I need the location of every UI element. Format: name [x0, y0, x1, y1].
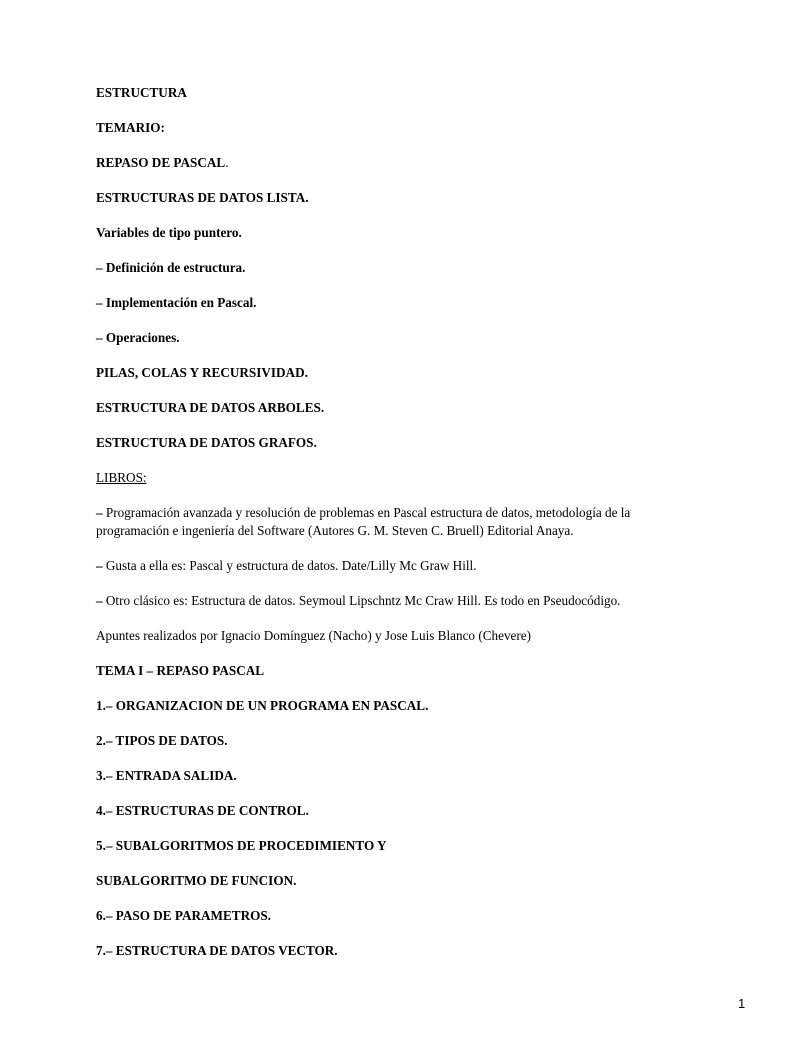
libro-dash: – [96, 505, 103, 520]
libro-item [96, 504, 702, 540]
libro-dash: – [96, 558, 103, 573]
temario-item-grafos: ESTRUCTURA DE DATOS GRAFOS. [96, 435, 317, 450]
tema1-item: 4.– ESTRUCTURAS DE CONTROL. [96, 803, 309, 818]
libro-dash: – [96, 593, 103, 608]
temario-heading: TEMARIO: [96, 120, 165, 135]
tema1-item: 6.– PASO DE PARAMETROS. [96, 908, 271, 923]
document-title: ESTRUCTURA [96, 85, 187, 100]
tema1-heading: TEMA I – REPASO PASCAL [96, 663, 265, 678]
tema1-item: 3.– ENTRADA SALIDA. [96, 768, 237, 783]
tema1-item: 5.– SUBALGORITMOS DE PROCEDIMIENTO Y [96, 838, 387, 853]
libro-item [96, 557, 477, 575]
libro-text: Gusta a ella es: Pascal y estructura de datos. Date/Lilly Mc Graw Hill. [102, 558, 477, 573]
libro-item [96, 592, 620, 610]
tema1-item: SUBALGORITMO DE FUNCION. [96, 873, 297, 888]
libro-text: Programación avanzada y resolución de problemas en Pascal estructura de datos, metodología de la programación e ingeniería del Software (Autores G. M. Steven C. Bruell) Editorial Anaya. [96, 505, 631, 538]
tema1-item: 7.– ESTRUCTURA DE DATOS VECTOR. [96, 943, 338, 958]
temario-item-listas: ESTRUCTURAS DE DATOS LISTA. [96, 190, 309, 205]
temario-item-punteros: Variables de tipo puntero. [96, 225, 242, 240]
page-number: 1 [738, 996, 746, 1011]
temario-item-repaso [96, 154, 229, 172]
temario-item-arboles: ESTRUCTURA DE DATOS ARBOLES. [96, 400, 325, 415]
temario-item-repaso-period: . [225, 155, 229, 170]
libros-heading: LIBROS: [96, 470, 147, 485]
tema1-item: 2.– TIPOS DE DATOS. [96, 733, 228, 748]
libro-text: Otro clásico es: Estructura de datos. Seymoul Lipschntz Mc Craw Hill. Es todo en Pseudocódigo. [102, 593, 621, 608]
apuntes-credit: Apuntes realizados por Ignacio Domínguez (Nacho) y Jose Luis Blanco (Chevere) [96, 628, 532, 643]
temario-item-pilas: PILAS, COLAS Y RECURSIVIDAD. [96, 365, 308, 380]
temario-subitem: – Operaciones. [96, 330, 180, 345]
tema1-item: 1.– ORGANIZACION DE UN PROGRAMA EN PASCAL. [96, 698, 429, 713]
temario-subitem: – Definición de estructura. [96, 260, 246, 275]
temario-subitem: – Implementación en Pascal. [96, 295, 257, 310]
temario-item-repaso-text: REPASO DE PASCAL [96, 155, 226, 170]
